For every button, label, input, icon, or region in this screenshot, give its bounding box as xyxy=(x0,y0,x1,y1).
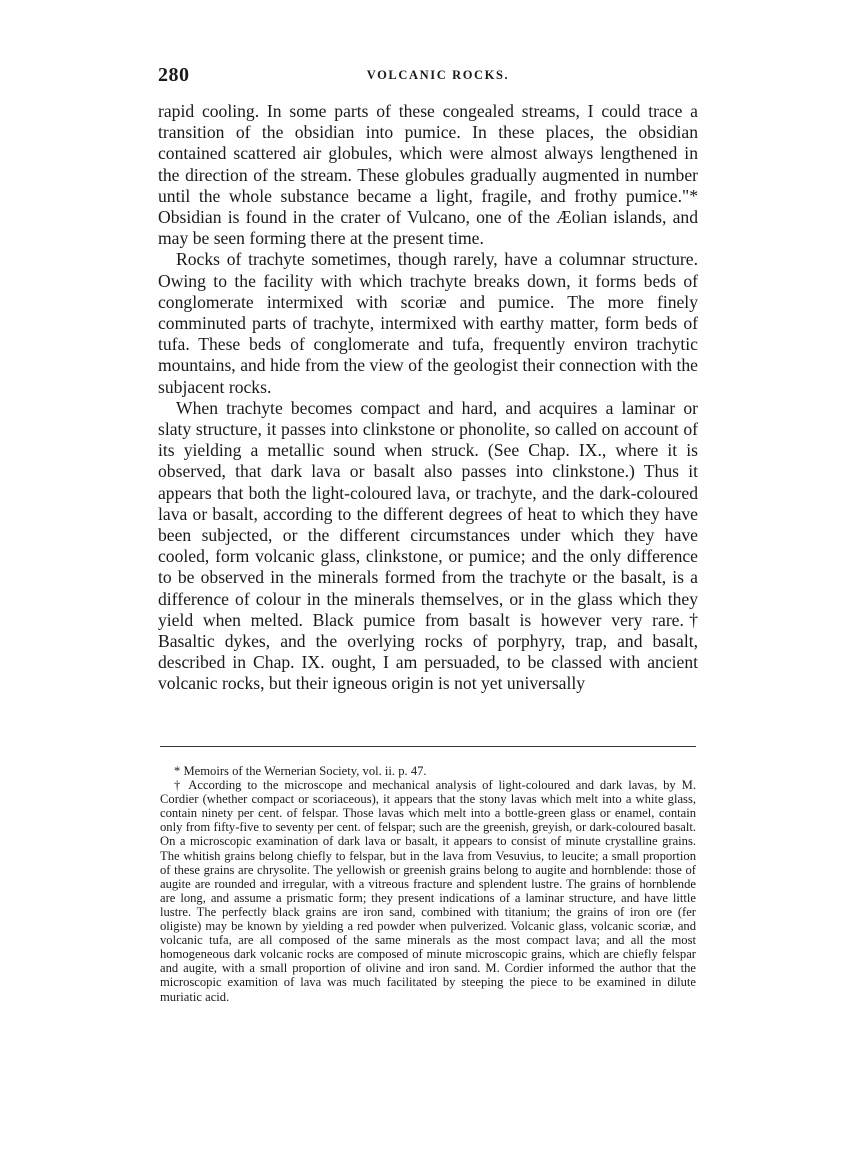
footnote-wernerian: * Memoirs of the Wernerian Society, vol. ii. p. 47. xyxy=(174,764,427,778)
paragraph-continued: rapid cooling. In some parts of these congealed streams, I could trace a transition of the obsidian into pumice. In these places, the obsidian contained scattered air globules, which were almost always lengthened in the direction of the stream. These globules gradually augmented in number until the whole substance became a light, fragile, and frothy pumice."* Obsidian is found in the crater of Vulcano, one of the Æolian islands, and may be seen forming there at the present time. xyxy=(158,101,698,249)
running-head xyxy=(158,64,698,86)
running-title: VOLCANIC ROCKS. xyxy=(366,68,510,82)
page-number: 280 xyxy=(158,64,190,86)
paragraph-clinkstone: When trachyte becomes compact and hard, and acquires a laminar or slaty structure, it passes into clinkstone or phonolite, so called on account of its yielding a metallic sound when struck. (See Chap. IX., where it is observed, that dark lava or basalt also passes into clinkstone.) Thus it appears that both the light-coloured lava, or trachyte, and the dark-coloured lava or basalt, according to the different degrees of heat to which they have been subjected, or the different circumstances under which they have cooled, form volcanic glass, clinkstone, or pumice; and the only difference to be observed in the minerals formed from the trachyte or the basalt, is a difference of colour in the minerals themselves, or in the glass which they yield when melted. Black pumice from basalt is however very rare.† Basaltic dykes, and the overlying rocks of porphyry, trap, and basalt, described in Chap. IX. ought, I am persuaded, to be classed with ancient volcanic rocks, but their igneous origin is not yet universally xyxy=(158,397,698,694)
book-page xyxy=(158,0,698,1150)
footnote-cordier: † According to the microscope and mechanical analysis of light-coloured and dark lavas, by M. Cordier (whether compact or scoriaceous), it appears that the stony lavas which melt into a white glass, contain ninety per cent. of felspar. Those lavas which melt into a bottle-green glass or enamel, contain only from fifty-five to seventy per cent. of felspar; such are the greenish, greyish, or dark-coloured basalt. On a microscopic examination of dark lava or basalt, it appears to consist of minute crystalline grains. The whitish grains belong chiefly to felspar, but in the lava from Vesuvius, to leucite; a small proportion of these grains are chrysolite. The yellowish or greenish grains belong to augite and hornblende: those of augite are rounded and irregular, with a vitreous fracture and splendent lustre. The grains of hornblende are long, and assume a prismatic form; they present indications of a laminar structure, and have little lustre. The perfectly black grains are iron sand, combined with titanium; the grains of iron ore (fer oligiste) may be known by yielding a red powder when pulverized. Volcanic glass, volcanic scoriæ, and volcanic tufa, are all composed of the same minerals as the most compact lava; and all the most homogeneous dark volcanic rocks are composed of minute microscopic grains, which are chiefly felspar and augite, with a small proportion of olivine and iron sand. M. Cordier informed the author that the microscopic examition of lava was much facilitated by steeping the piece to be examined in dilute muriatic acid. xyxy=(160,778,696,1004)
footnotes xyxy=(160,764,696,1004)
paragraph-trachyte-structure: Rocks of trachyte sometimes, though rarely, have a columnar structure. Owing to the facility with which trachyte breaks down, it forms beds of conglomerate intermixed with scoriæ and pumice. The more finely comminuted parts of trachyte, intermixed with earthy matter, form beds of tufa. These beds of conglomerate and tufa, frequently environ trachytic mountains, and hide from the view of the geologist their connection with the subjacent rocks. xyxy=(158,249,698,397)
footnote-divider xyxy=(160,746,696,747)
main-text xyxy=(158,101,698,695)
